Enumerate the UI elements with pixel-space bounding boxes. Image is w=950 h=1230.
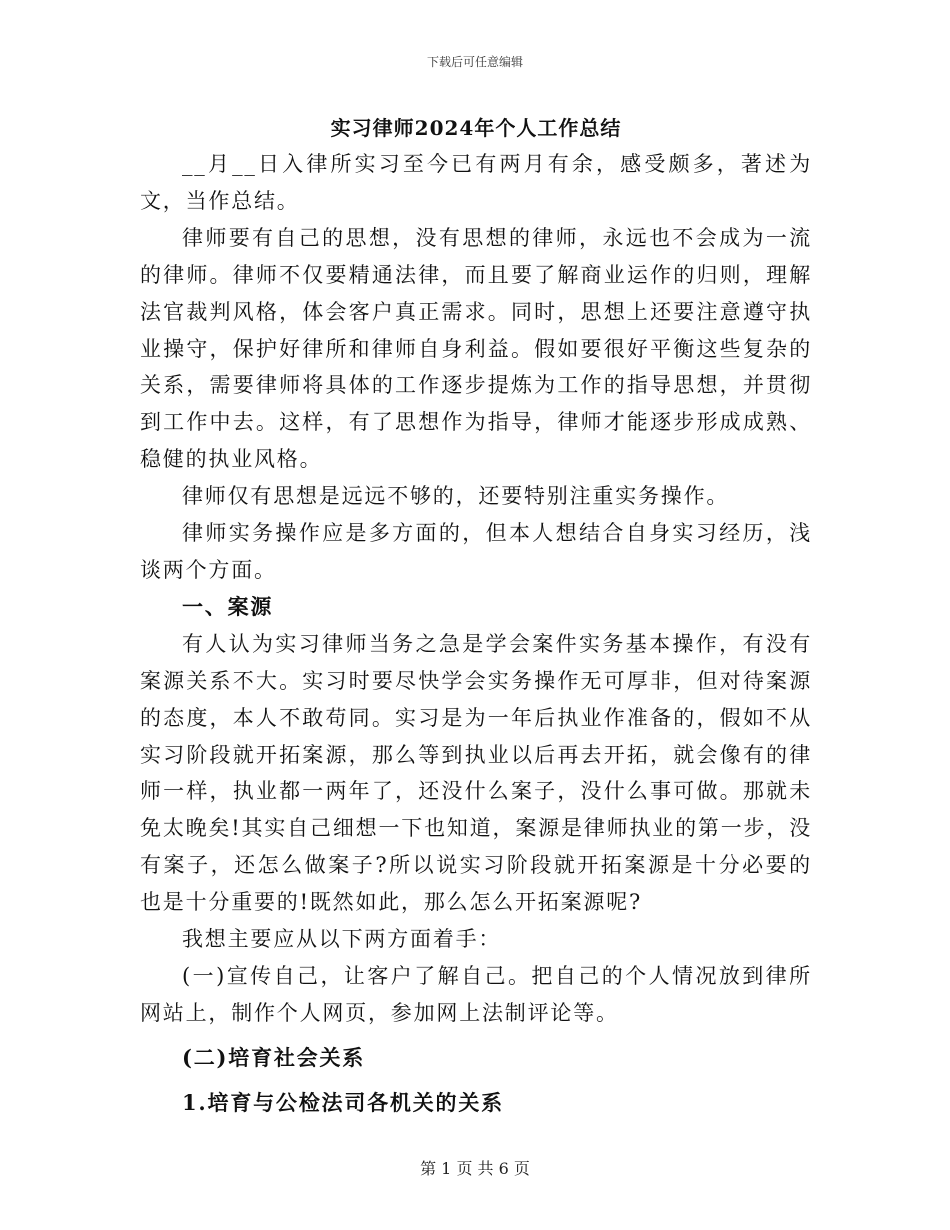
- document-body: [140, 110, 812, 1122]
- header-note: 下载后可任意编辑: [426, 55, 523, 69]
- paragraph-intro: __月__日入律所实习至今已有两月有余，感受颇多，著述为文，当作总结。: [140, 152, 812, 213]
- document-title: 实习律师2024年个人工作总结: [330, 116, 622, 140]
- subheading-agency-relations: 1.培育与公检法司各机关的关系: [182, 1089, 504, 1115]
- paragraph-promote-self: (一)宣传自己，让客户了解自己。把自己的个人情况放到律所网站上，制作个人网页，参加网上法制评论等。: [140, 963, 812, 1025]
- paragraph-two-ways: 我想主要应从以下两方面着手：: [182, 927, 502, 952]
- paragraph-two-aspects: 律师实务操作应是多方面的，但本人想结合自身实习经历，浅谈两个方面。: [140, 521, 812, 582]
- paragraph-case-source: 有人认为实习律师当务之急是学会案件实务基本操作，有没有案源关系不大。实习时要尽快学会实务操作无可厚非，但对待案源的态度，本人不敢苟同。实习是为一年后执业作准备的，假如不从实习阶段就开拓案源，那么等到执业以后再去开拓，就会像有的律师一样，执业都一两年了，还没什么案子，没什么事可做。那就未免太晚矣!其实自己细想一下也知道，案源是律师执业的第一步，没有案子，还怎么做案子?所以说实习阶段就开拓案源是十分必要的也是十分重要的!既然如此，那么怎么开拓案源呢?: [140, 631, 812, 915]
- section-heading-case-source: 一、案源: [182, 593, 274, 619]
- paragraph-practice: 律师仅有思想是远远不够的，还要特别注重实务操作。: [182, 484, 730, 509]
- paragraph-lawyer-thinking: 律师要有自己的思想，没有思想的律师，永远也不会成为一流的律师。律师不仅要精通法律，而且要了解商业运作的归则，理解法官裁判风格，体会客户真正需求。同时，思想上还要注意遵守执业操守，保护好律所和律师自身利益。假如要很好平衡这些复杂的关系，需要律师将具体的工作逐步提炼为工作的指导思想，并贯彻到工作中去。这样，有了思想作为指导，律师才能逐步形成成熟、稳健的执业风格。: [140, 225, 812, 472]
- subheading-social-relations: (二)培育社会关系: [182, 1044, 366, 1070]
- page-footer: 第 1 页 共 6 页: [420, 1159, 530, 1178]
